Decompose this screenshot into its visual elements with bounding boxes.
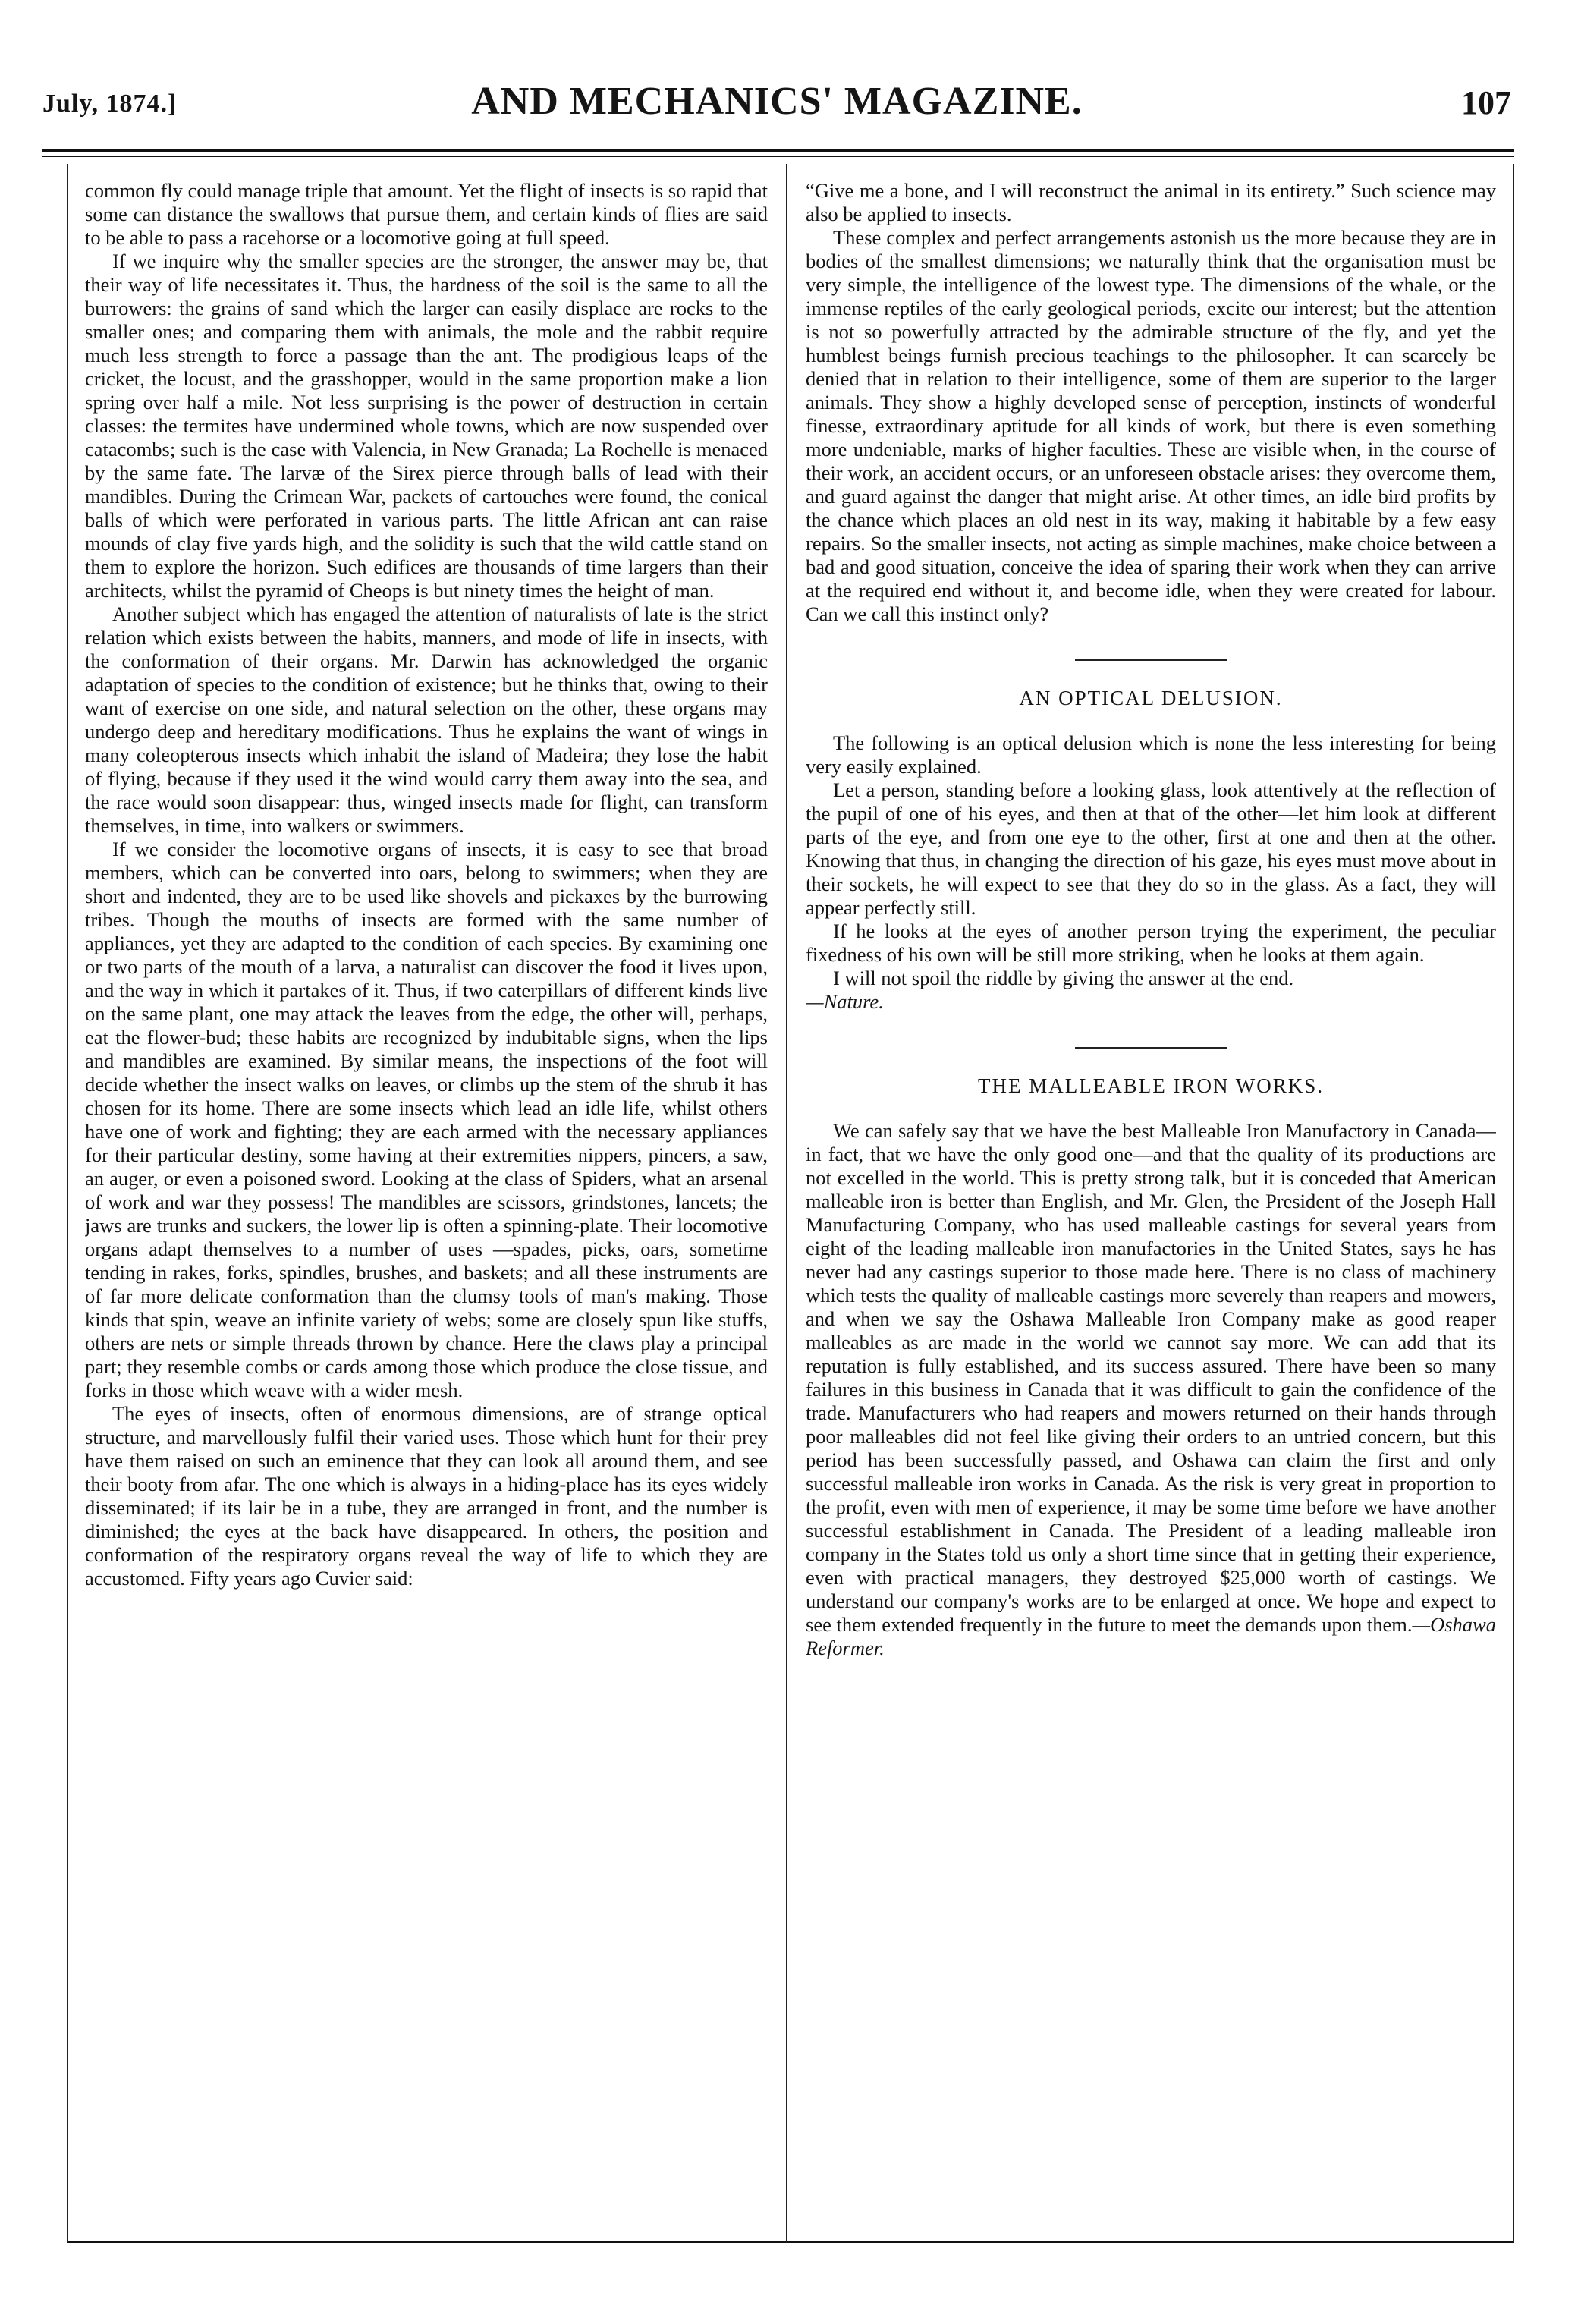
paragraph: common fly could manage triple that amount. Yet the flight of insects is so rapid that some can distance the swallows that pursue them, and certain kinds of flies are said to be able to pass a racehorse or a locomotive going at full speed. — [85, 179, 768, 249]
paragraph: If we inquire why the smaller species are the stronger, the answer may be, that their way of life necessitates it. Thus, the hardness of the soil is the same to all the burrowers: the grains of sand which the larger can easily displace are rocks to the smaller ones; and comparing them with animals, the mole and the rabbit require much less strength to force a passage than the ant. The prodigious leaps of the cricket, the locust, and the grasshopper, would in the same proportion make a lion spring over half a mile. Not less surprising is the power of destruction in certain classes: the termites have undermined whole towns, which are now suspended over catacombs; such is the case with Valencia, in New Granada; La Rochelle is menaced by the same fate. The larvæ of the Sirex pierce through balls of lead with their mandibles. During the Crimean War, packets of cartouches were found, the conical balls of which were perforated in various parts. The little African ant can raise mounds of clay five yards high, and the solidity is such that the wild cattle stand on them to explore the horizon. Such edifices are thousands of time largers than their architects, whilst the pyramid of Cheops is but ninety times the height of man. — [85, 250, 768, 602]
header-rule-thin — [42, 156, 1514, 157]
paragraph: Another subject which has engaged the attention of naturalists of late is the strict relation which exists between the habits, manners, and mode of life in insects, with the conformation of their organs. Mr. Darwin has acknowledged the organic adaptation of species to the condition of existence; but he thinks that, owing to their want of exercise on one side, and natural selection on the other, these organs may undergo deep and hereditary modifications. Thus he explains the want of wings in many coleopterous insects which inhabit the island of Madeira; they lose the habit of flying, because if they used it the wind would carry them away into the sea, and the race would soon disappear: thus, winged insects made for flight, can transform themselves, in time, into walkers or swimmers. — [85, 602, 768, 837]
right-column — [806, 179, 1496, 2197]
paragraph-text: We can safely say that we have the best Malleable Iron Manufactory in Canada—in fact, that we have the only good one—and that the quality of its productions are not excelled in the world. This is pretty strong talk, but it is conceded that American malleable iron is better than English, and Mr. Glen, the President of the Joseph Hall Manufacturing Company, who has used malleable castings for several years from eight of the leading malleable iron manufactories in the United States, says he has never had any castings superior to those made here. There is no class of machinery which tests the quality of malleable castings more severely than reapers and mowers, and when we say the Oshawa Malleable Iron Company make as good reaper malleables as are made in the world we cannot say more. We can add that its reputation is fully established, and its success assured. There have been so many failures in this business in Canada that it was difficult to gain the confidence of the trade. Manufacturers who had reapers and mowers returned on their hands through poor malleables did not feel like giving their orders to an untried concern, but this period has been successfully passed, and Oshawa can claim the first and only successful malleable iron works in Canada. As the risk is very great in proportion to the profit, even with men of experience, it may be some time before we have another successful establishment in Canada. The President of a leading malleable iron company in the States told us only a short time since that in getting their experience, even with practical managers, they destroyed $25,000 worth of castings. We understand our company's works are to be enlarged at once. We hope and expect to see them extended frequently in the future to meet the demands upon them. — [806, 1119, 1496, 1636]
article-source: —Oshawa Reformer. — [806, 1613, 1496, 1659]
left-column — [85, 179, 768, 2197]
column-divider — [786, 164, 787, 2243]
paragraph: These complex and perfect arrangements astonish us the more because they are in bodies of the smallest dimensions; we naturally think that the organisation must be very simple, the intelligence of the lowest type. The dimensions of the whale, or the immense reptiles of the early geological periods, excite our interest; but the attention is not so powerfully attracted by the admirable structure of the fly, and yet the humblest beings furnish precious teachings to the philosopher. It can scarcely be denied that in relation to their intelligence, some of them are superior to the larger animals. They show a highly developed sense of perception, instincts of wonderful finesse, extraordinary aptitude for all kinds of work, but there is even something more undeniable, marks of higher faculties. These are visible when, in the course of their work, an accident occurs, or an unforeseen obstacle arises: they overcome them, and guard against the danger that might arise. At other times, an idle bird profits by the chance which places an old nest in its way, making it habitable by a few easy repairs. So the smaller insects, not acting as simple machines, make choice between a bad and good situation, conceive the idea of sparing their work when they can arrive at the required end without it, and become idle, when they were created for labour. Can we call this instinct only? — [806, 226, 1496, 625]
article-title-optical-delusion: AN OPTICAL DELUSION. — [1019, 687, 1283, 709]
magazine-title: AND MECHANICS' MAGAZINE. — [471, 80, 1083, 123]
article-source: —Nature. — [806, 990, 884, 1013]
paragraph-text: I will not spoil the riddle by giving the answer at the end. — [833, 967, 1294, 989]
running-head — [42, 79, 1511, 140]
paragraph-with-source — [806, 1119, 1496, 1660]
header-rule — [42, 149, 1514, 152]
article-title-malleable-iron-works: THE MALLEABLE IRON WORKS. — [978, 1074, 1324, 1097]
paragraph: The following is an optical delusion which is none the less interesting for being very easily explained. — [806, 731, 1496, 778]
paragraph: “Give me a bone, and I will reconstruct the animal in its entirety.” Such science may also be applied to insects. — [806, 179, 1496, 225]
paragraph: If we consider the locomotive organs of insects, it is easy to see that broad members, which can be converted into oars, belong to swimmers; when they are short and indented, they are to be used like shovels and pickaxes by the burrowing tribes. Though the mouths of insects are formed with the same number of appliances, yet they are adapted to the condition of each species. By examining one or two parts of the mouth of a larva, a naturalist can discover the food it lives upon, and the way in which it partakes of it. Thus, if two caterpillars of different kinds live on the same plant, one may attack the leaves from the edge, the other will, perhaps, eat the flower-bud; these habits are recognized by indubitable signs, when the lips and mandibles are examined. By similar means, the inspections of the foot will decide whether the insect walks on leaves, or climbs up the stem of the shrub it has chosen for its home. There are some insects which lead an idle life, whilst others have one of work and fighting; they are each armed with the necessary appliances for their particular destiny, some having at their extremities nippers, pincers, a saw, an auger, or even a poisoned sword. Looking at the class of Spiders, what an arsenal of work and war they possess! The mandibles are scissors, grindstones, lancets; the jaws are trunks and suckers, the lower lip is often a spinning-plate. Their locomotive organs adapt themselves to a number of uses —spades, picks, oars, sometime tending in rakes, forks, spindles, brushes, and baskets; and all these instruments are of far more delicate conformation than the clumsy tools of man's making. Those kinds that spin, weave an infinite variety of webs; some are closely spun like stuffs, others are nets or simple threads thrown by chance. Here the claws play a principal part; they resemble combs or cards among those which produce the close tissue, and forks in those which weave with a wider mesh. — [85, 838, 768, 1401]
page-number: 107 — [1461, 84, 1511, 121]
paragraph-with-source — [806, 967, 1496, 1014]
section-separator — [1075, 1047, 1227, 1049]
section-separator — [1075, 659, 1227, 661]
issue-date: July, 1874.] — [42, 90, 178, 118]
paragraph: Let a person, standing before a looking glass, look attentively at the reflection of the pupil of one of his eyes, and then at that of the other—let him look at different parts of the eye, and from one eye to the other, first at one and then at the other. Knowing that thus, in changing the direction of his gaze, his eyes must move about in their sockets, he will expect to see that they do so in the glass. As a fact, they will appear perfectly still. — [806, 778, 1496, 919]
paragraph: The eyes of insects, often of enormous dimensions, are of strange optical structure, and marvellously fulfil their varied uses. Those which hunt for their prey have them raised on such an eminence that they can look all around them, and see their booty from afar. The one which is always in a hiding-place has its eyes widely disseminated; if its lair be in a tube, they are arranged in front, and the number is diminished; the eyes at the back have disappeared. In others, the position and conformation of the respiratory organs reveal the way of life to which they are accustomed. Fifty years ago Cuvier said: — [85, 1402, 768, 1590]
paragraph: If he looks at the eyes of another person trying the experiment, the peculiar fixedness of his own will be still more striking, when he looks at them again. — [806, 920, 1496, 966]
